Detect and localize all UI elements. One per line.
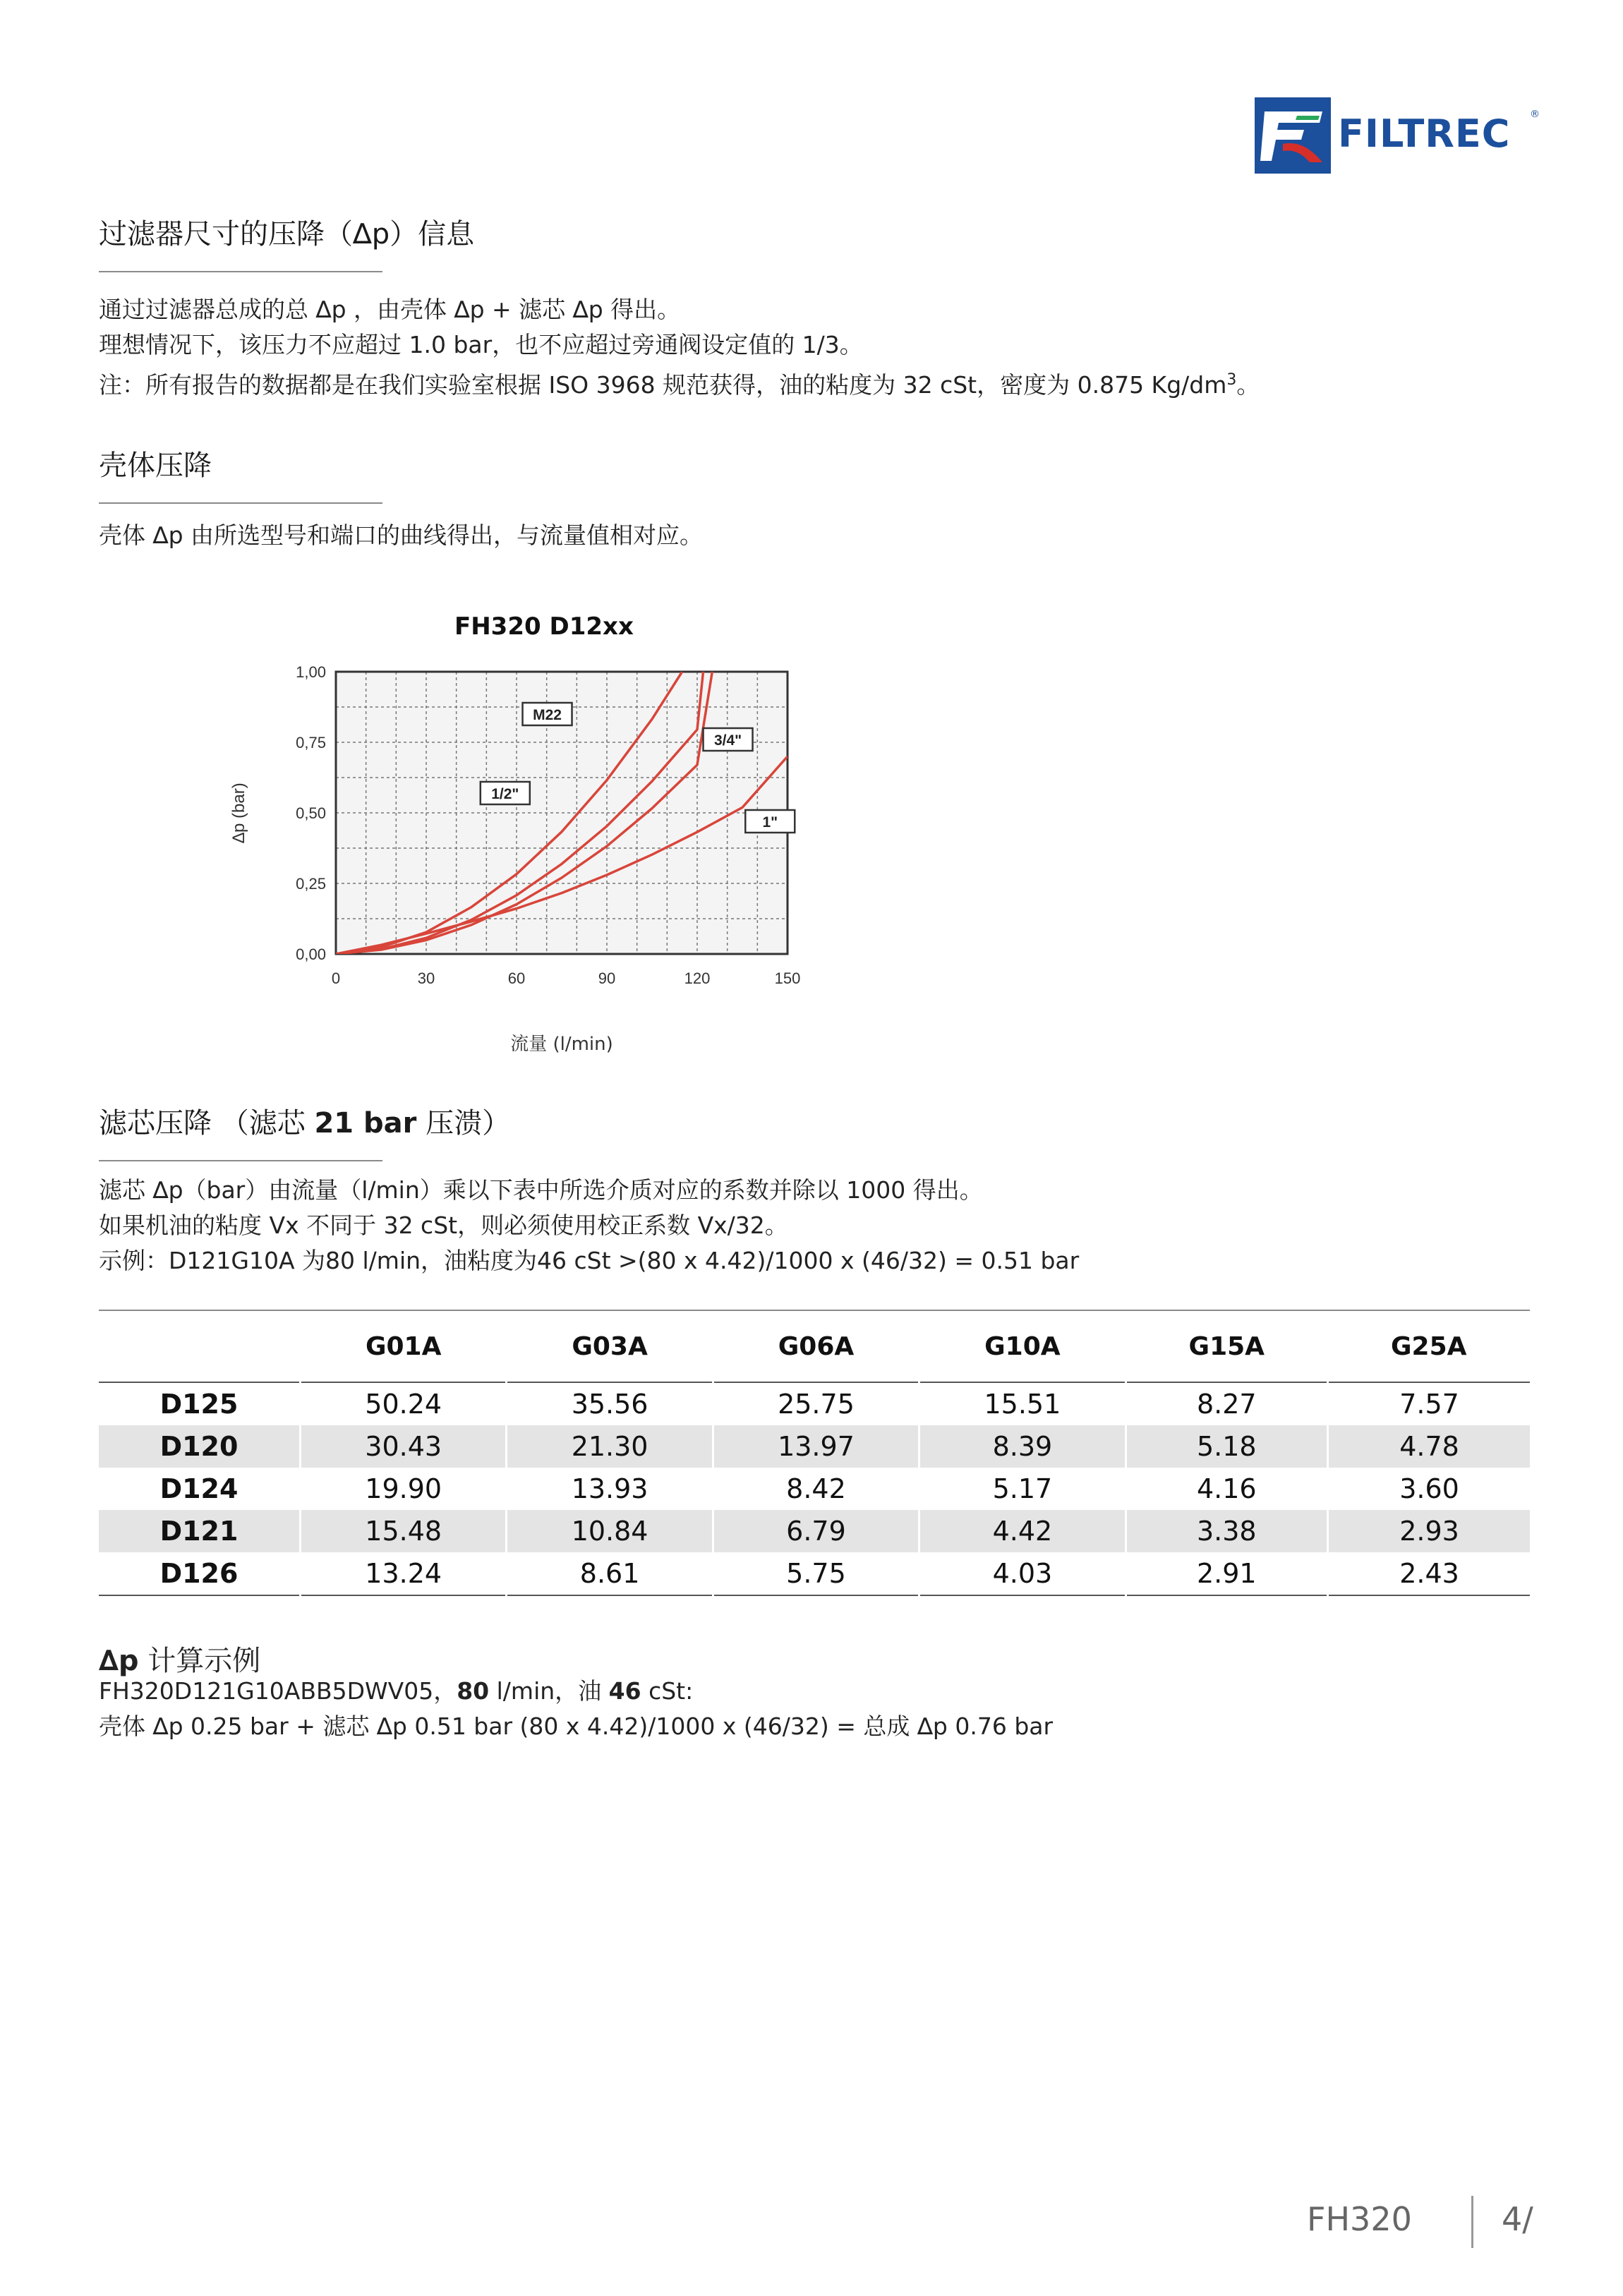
example-line: 壳体 ∆p 0.25 bar + 滤芯 ∆p 0.51 bar (80 x 4.42)/1000 x (46/32) = 总成 ∆p 0.76 bar (99, 1712, 1054, 1740)
example-title-text: 计算示例 (138, 1645, 261, 1677)
title-bold: 21 bar (314, 1107, 417, 1140)
y-tick-label: 0,50 (296, 804, 326, 822)
table-cell: 4.42 (919, 1510, 1126, 1552)
paragraph-line: 示例：D121G10A 为80 l/min，油粘度为46 cSt >(80 x 4.42)/1000 x (46/32) = 0.51 bar (99, 1247, 1080, 1274)
table-cell: 50.24 (301, 1382, 507, 1425)
table-cell: 8.27 (1126, 1382, 1327, 1425)
table-row (99, 1468, 1530, 1510)
chart-title: FH320 D12xx (454, 612, 634, 641)
table-cell: 19.90 (301, 1468, 507, 1510)
coefficient-table (99, 1311, 1530, 1596)
y-tick-label: 0,75 (296, 734, 326, 751)
table-cell: 2.43 (1328, 1552, 1531, 1595)
example-title (99, 1638, 260, 1679)
series-label: 1/2" (491, 786, 519, 802)
table-cell: 13.24 (301, 1552, 507, 1595)
y-tick-label: 1,00 (296, 663, 326, 681)
table-header-row (99, 1311, 1530, 1382)
table-cell: 4.16 (1126, 1468, 1327, 1510)
table-cell: 8.61 (507, 1552, 713, 1595)
table-cell: 10.84 (507, 1510, 713, 1552)
table-cell: 35.56 (507, 1382, 713, 1425)
x-tick-label: 90 (598, 969, 616, 987)
table-cell: 5.75 (713, 1552, 919, 1595)
table-cell: 21.30 (507, 1425, 713, 1468)
x-axis-label: 流量 (l/min) (510, 1034, 613, 1055)
table-row (99, 1510, 1530, 1552)
table-row (99, 1382, 1530, 1425)
registered-mark: ® (1530, 109, 1540, 120)
example-bold: 80 (457, 1677, 490, 1705)
series-label: 3/4" (713, 732, 742, 749)
paragraph-line: 通过过滤器总成的总 ∆p ，由壳体 ∆p + 滤芯 ∆p 得出。 (99, 296, 681, 323)
filtrec-logo-icon (1255, 97, 1331, 174)
table-cell: 25.75 (713, 1382, 919, 1425)
section-title-pressure-drop: 过滤器尺寸的压降（∆p）信息 (99, 218, 475, 250)
note-text: 注：所有报告的数据都是在我们实验室根据 ISO 3968 规范获得，油的粘度为 32 cSt，密度为 0.875 Kg/dm (99, 371, 1227, 399)
table-cell: 5.17 (919, 1468, 1126, 1510)
example-line (99, 1674, 693, 1709)
row-header: D120 (99, 1425, 301, 1468)
table-cell: 2.93 (1328, 1510, 1531, 1552)
paragraph-line: 理想情况下，该压力不应超过 1.0 bar，也不应超过旁通阀设定值的 1/3。 (99, 331, 863, 358)
x-tick-label: 150 (774, 969, 801, 987)
section-rule (99, 1160, 382, 1161)
row-header: D124 (159, 1473, 239, 1504)
section-rule (99, 271, 382, 272)
column-header: G10A (984, 1331, 1061, 1361)
table-cell: 6.79 (713, 1510, 919, 1552)
series-label: M22 (533, 707, 562, 723)
filtrec-wordmark: FILTREC (1338, 111, 1511, 156)
table-cell: 3.60 (1328, 1468, 1531, 1510)
table-cell: 8.42 (713, 1468, 919, 1510)
table-cell: 7.57 (1328, 1382, 1531, 1425)
y-tick-label: 0,25 (296, 875, 326, 893)
table-cell: 3.38 (1126, 1510, 1327, 1552)
series-label: 1" (762, 814, 778, 830)
title-part: 滤芯压降 （滤芯 (99, 1107, 315, 1140)
table-cell: 5.18 (1126, 1425, 1327, 1468)
column-header (99, 1311, 301, 1382)
section-title-housing: 壳体压降 (99, 449, 212, 482)
column-header: G25A (1390, 1331, 1467, 1361)
filtrec-logo (1255, 97, 1538, 174)
footer-model: FH320 (1307, 2200, 1412, 2238)
footer-page-number: 4/ (1502, 2200, 1533, 2238)
table-cell: 13.93 (507, 1468, 713, 1510)
pressure-drop-chart (205, 649, 840, 1058)
y-axis-label: ∆p (bar) (229, 783, 248, 843)
column-header: G15A (1188, 1331, 1265, 1361)
table-cell: 13.97 (713, 1425, 919, 1468)
x-tick-label: 30 (417, 969, 435, 987)
section-title-element (99, 1101, 510, 1141)
superscript: 3 (1226, 371, 1237, 389)
note-end: 。 (1236, 371, 1260, 399)
paragraph-line-note (99, 363, 1260, 403)
title-part: 压溃） (416, 1107, 511, 1140)
table-row (99, 1552, 1530, 1595)
table-cell: 15.48 (301, 1510, 507, 1552)
example-part: l/min，油 (489, 1677, 609, 1705)
table-cell: 15.51 (919, 1382, 1126, 1425)
column-header: G06A (778, 1331, 855, 1361)
section-rule (99, 502, 382, 504)
example-part: cSt: (641, 1677, 694, 1705)
paragraph-line: 如果机油的粘度 Vx 不同于 32 cSt，则必须使用校正系数 Vx/32。 (99, 1212, 788, 1239)
table-cell: 8.39 (919, 1425, 1126, 1468)
y-tick-label: 0,00 (296, 945, 326, 963)
x-tick-label: 60 (507, 969, 526, 987)
example-title-bold: ∆p (99, 1645, 139, 1677)
x-tick-label: 0 (331, 969, 341, 987)
x-tick-label: 120 (684, 969, 711, 987)
table-cell: 4.03 (919, 1552, 1126, 1595)
table-cell: 30.43 (301, 1425, 507, 1468)
row-header: D126 (159, 1558, 239, 1589)
row-header: D125 (159, 1389, 239, 1420)
table-cell: 2.91 (1126, 1552, 1327, 1595)
row-header: D121 (99, 1510, 301, 1552)
example-part: FH320D121G10ABB5DWV05， (99, 1677, 457, 1705)
table-cell: 4.78 (1328, 1425, 1531, 1468)
paragraph-line: 滤芯 ∆p（bar）由流量（l/min）乘以下表中所选介质对应的系数并除以 1000 得出。 (99, 1176, 983, 1204)
example-bold: 46 (608, 1677, 641, 1705)
footer-separator (1471, 2196, 1473, 2248)
column-header: G03A (572, 1331, 648, 1361)
column-header: G01A (365, 1331, 442, 1361)
table-row (99, 1425, 1530, 1468)
paragraph-line: 壳体 ∆p 由所选型号和端口的曲线得出，与流量值相对应。 (99, 521, 704, 549)
